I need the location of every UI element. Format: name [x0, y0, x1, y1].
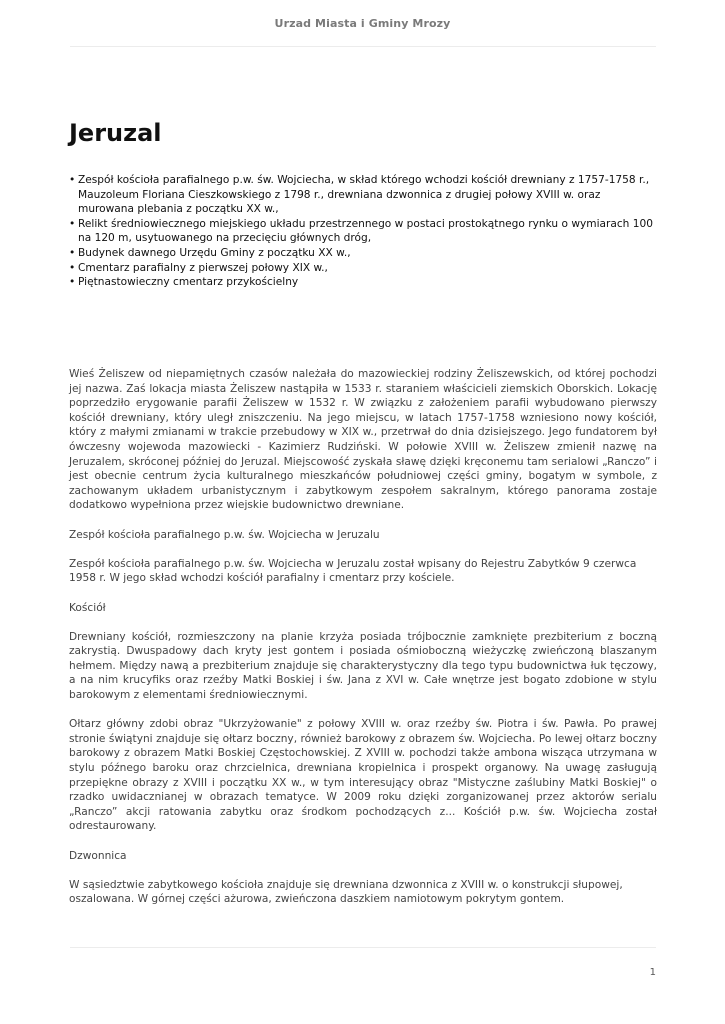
section-heading-church: Kościół: [69, 601, 106, 614]
list-item: • Piętnastowieczny cmentarz przykościelny: [69, 275, 659, 290]
monuments-list: [69, 173, 659, 290]
page-number: 1: [649, 967, 656, 978]
intro-paragraph: Wieś Żeliszew od niepamiętnych czasów należała do mazowieckiej rodziny Żeliszewskich, od której pochodzi jej nazwa. Zaś lokacja miasta Żeliszew nastąpiła w 1533 r. staraniem właścicieli ziemskich Oborskich. Lokację poprzedziło erygowanie parafii Żeliszew w 1532 r. W związku z założeniem parafii wybudowano pierwszy kościół drewniany, który uległ zniszczeniu. Na jego miejscu, w latach 1757-1758 wzniesiono nowy kościół, który z małymi zmianami w trakcie przebudowy w XIX w., przetrwał do dnia dzisiejszego. Jego fundatorem był ówczesny wojewoda mazowiecki - Kazimierz Rudziński. W połowie XVIII w. Żeliszew zmienił nazwę na Jeruzalem, skróconej później do Jeruzal. Miejscowość zyskała sławę dzięki kręconemu tam serialowi „Ranczo” i jest obecnie centrum życia kulturalnego mieszkańców południowej części gminy, bogatym w symbole, z zachowanym układem urbanistycznym i zabytkowym zespołem sakralnym, którego panorama zostaje dodatkowo wypełniona przez wiejskie budownictwo drewniane.: [69, 368, 657, 512]
document-body: [69, 367, 657, 922]
header-divider: [70, 46, 656, 47]
church-description-paragraph: Drewniany kościół, rozmieszczony na planie krzyża posiada trójbocznie zamknięte prezbiterium z boczną zakrystią. Dwuspadowy dach kryty jest gontem i posiada ośmioboczną wieżyczkę zwieńczoną blaszanym hełmem. Między nawą a prezbiterium znajduje się charakterystyczny dla tego typu budownictwa łuk tęczowy, a na nim krucyfiks oraz rzeźby Matki Boskiej i św. Jana z XVI w. Całe wnętrze jest bogato zdobione w stylu barokowym z elementami średniowiecznymi.: [69, 630, 657, 702]
church-complex-paragraph: Zespół kościoła parafialnego p.w. św. Wojciecha w Jeruzalu został wpisany do Rejestru Zabytków 9 czerwca 1958 r. W jego skład wchodzi kościół parafialny i cmentarz przy kościele.: [69, 557, 637, 585]
belfry-paragraph: W sąsiedztwie zabytkowego kościoła znajduje się drewniana dzwonnica z XVIII w. o konstrukcji słupowej, oszalowana. W górnej części ażurowa, zwieńczona daszkiem namiotowym pokrytym gontem.: [69, 878, 623, 906]
document-title: Jeruzal: [69, 119, 162, 147]
list-item: • Zespół kościoła parafialnego p.w. św. Wojciecha, w skład którego wchodzi kościół drewniany z 1757-1758 r., Mauzoleum Floriana Cieszkowskiego z 1798 r., drewniana dzwonnica z drugiej połowy XVIII w. oraz murowana plebania z początku XX w.,: [69, 173, 659, 217]
footer-divider: [70, 947, 656, 948]
altar-paragraph: Ołtarz główny zdobi obraz "Ukrzyżowanie" z połowy XVIII w. oraz rzeźby św. Piotra i św. Pawła. Po prawej stronie świątyni znajduje się ołtarz boczny, również barokowy z obrazem św. Wojciecha. Po lewej ołtarz boczny barokowy z obrazem Matki Boskiej Częstochowskiej. Z XVIII w. pochodzi także ambona wisząca utrzymana w stylu późnego baroku oraz chrzcielnica, drewniana kropielnica i prospekt organowy. Na uwagę zasługują przepiękne obrazy z XVIII i początku XX w., w tym interesujący obraz "Mistyczne zaślubiny Matki Boskiej" o rzadko uwidacznianej w obrazach tematyce. W 2009 roku dzięki zorganizowanej przez aktorów serialu „Ranczo” akcji ratowania zabytku oraz środkom pochodzących z... Kościół p.w. św. Wojciecha został odrestaurowany.: [69, 718, 657, 833]
section-heading-belfry: Dzwonnica: [69, 849, 127, 862]
page-header: Urzad Miasta i Gminy Mrozy: [274, 17, 451, 30]
list-item: • Cmentarz parafialny z pierwszej połowy XIX w.,: [69, 261, 659, 276]
list-item: • Relikt średniowiecznego miejskiego układu przestrzennego w postaci prostokątnego rynku o wymiarach 100 na 120 m, usytuowanego na przecięciu głównych dróg,: [69, 217, 659, 246]
list-item: • Budynek dawnego Urzędu Gminy z początku XX w.,: [69, 246, 659, 261]
section-heading-church-complex: Zespół kościoła parafialnego p.w. św. Wojciecha w Jeruzalu: [69, 528, 380, 541]
